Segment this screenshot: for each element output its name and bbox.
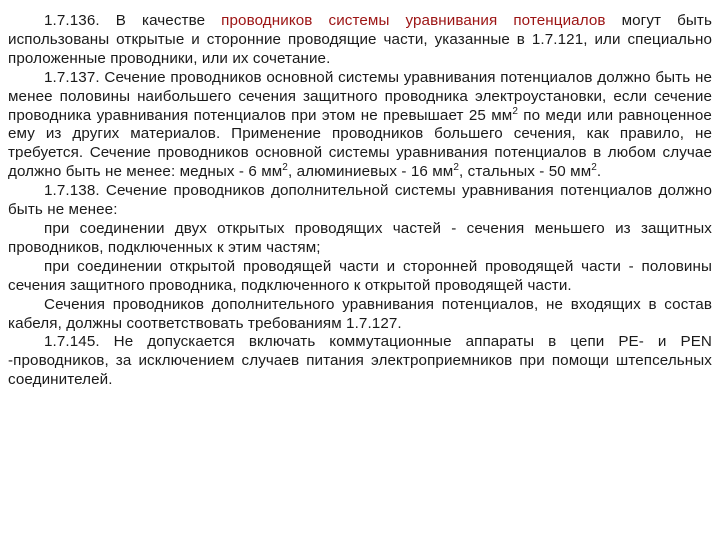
document-body — [8, 12, 712, 390]
paragraph-1-7-137 — [8, 69, 712, 182]
p7-run-0: 1.7.145. Не допускается включать коммутационные аппараты в цепи PE- и PEN -проводников, за исключением случаев питания электроприемников при помощи штепсельных соединителей. — [8, 333, 712, 389]
p2-run-2: по меди или равноценное ему из других материалов. Применение проводников большего сечения, как правило, не требуется. Сечение проводников основной системы уравнивания потенциалов в любом случае должно быть не менее: медных - 6 мм — [8, 106, 712, 181]
p2-sup-5: 2 — [453, 162, 460, 174]
p3-run-0: 1.7.138. Сечение проводников дополнительной системы уравнивания потенциалов должно быть не менее: — [8, 182, 712, 219]
p2-run-4: , алюминиевых - 16 мм — [287, 163, 454, 181]
paragraph-1-7-136 — [8, 12, 712, 69]
p4-run-0: при соединении двух открытых проводящих частей - сечения меньшего из защитных проводников, подключенных к этим частям; — [8, 219, 712, 256]
p2-run-8: . — [596, 163, 602, 181]
paragraph-two-exposed-parts — [8, 220, 712, 258]
paragraph-1-7-138 — [8, 182, 712, 220]
p6-run-0: Сечения проводников дополнительного уравнивания потенциалов, не входящих в состав кабеля, должны соответствовать требованиям 1.7.127. — [8, 295, 712, 332]
p1-run-2: могут быть использованы открытые и сторонние проводящие части, указанные в 1.7.121, или специально проложенные проводники, или их сочетание. — [8, 12, 712, 67]
p2-sup-1: 2 — [512, 105, 518, 117]
paragraph-1-7-145 — [8, 333, 712, 390]
p1-highlight-term: проводников системы уравнивания потенциалов — [221, 12, 606, 29]
p2-run-0: 1.7.137. Сечение проводников основной системы уравнивания потенциалов должно быть не менее половины наибольшего сечения защитного проводника электроустановки, если сечение проводника уравнивания потенциалов при этом не превышает 25 мм — [8, 68, 712, 124]
p2-sup-7: 2 — [591, 162, 597, 174]
paragraph-additional-conductors — [8, 296, 712, 334]
p2-sup-3: 2 — [282, 162, 288, 174]
p5-run-0: при соединении открытой проводящей части и сторонней проводящей части - половины сечения защитного проводника, подключенного к открытой проводящей части. — [8, 257, 712, 294]
p2-run-6: , стальных - 50 мм — [459, 163, 592, 181]
p1-run-0: 1.7.136. В качестве — [44, 12, 222, 29]
paragraph-exposed-and-extraneous — [8, 258, 712, 296]
